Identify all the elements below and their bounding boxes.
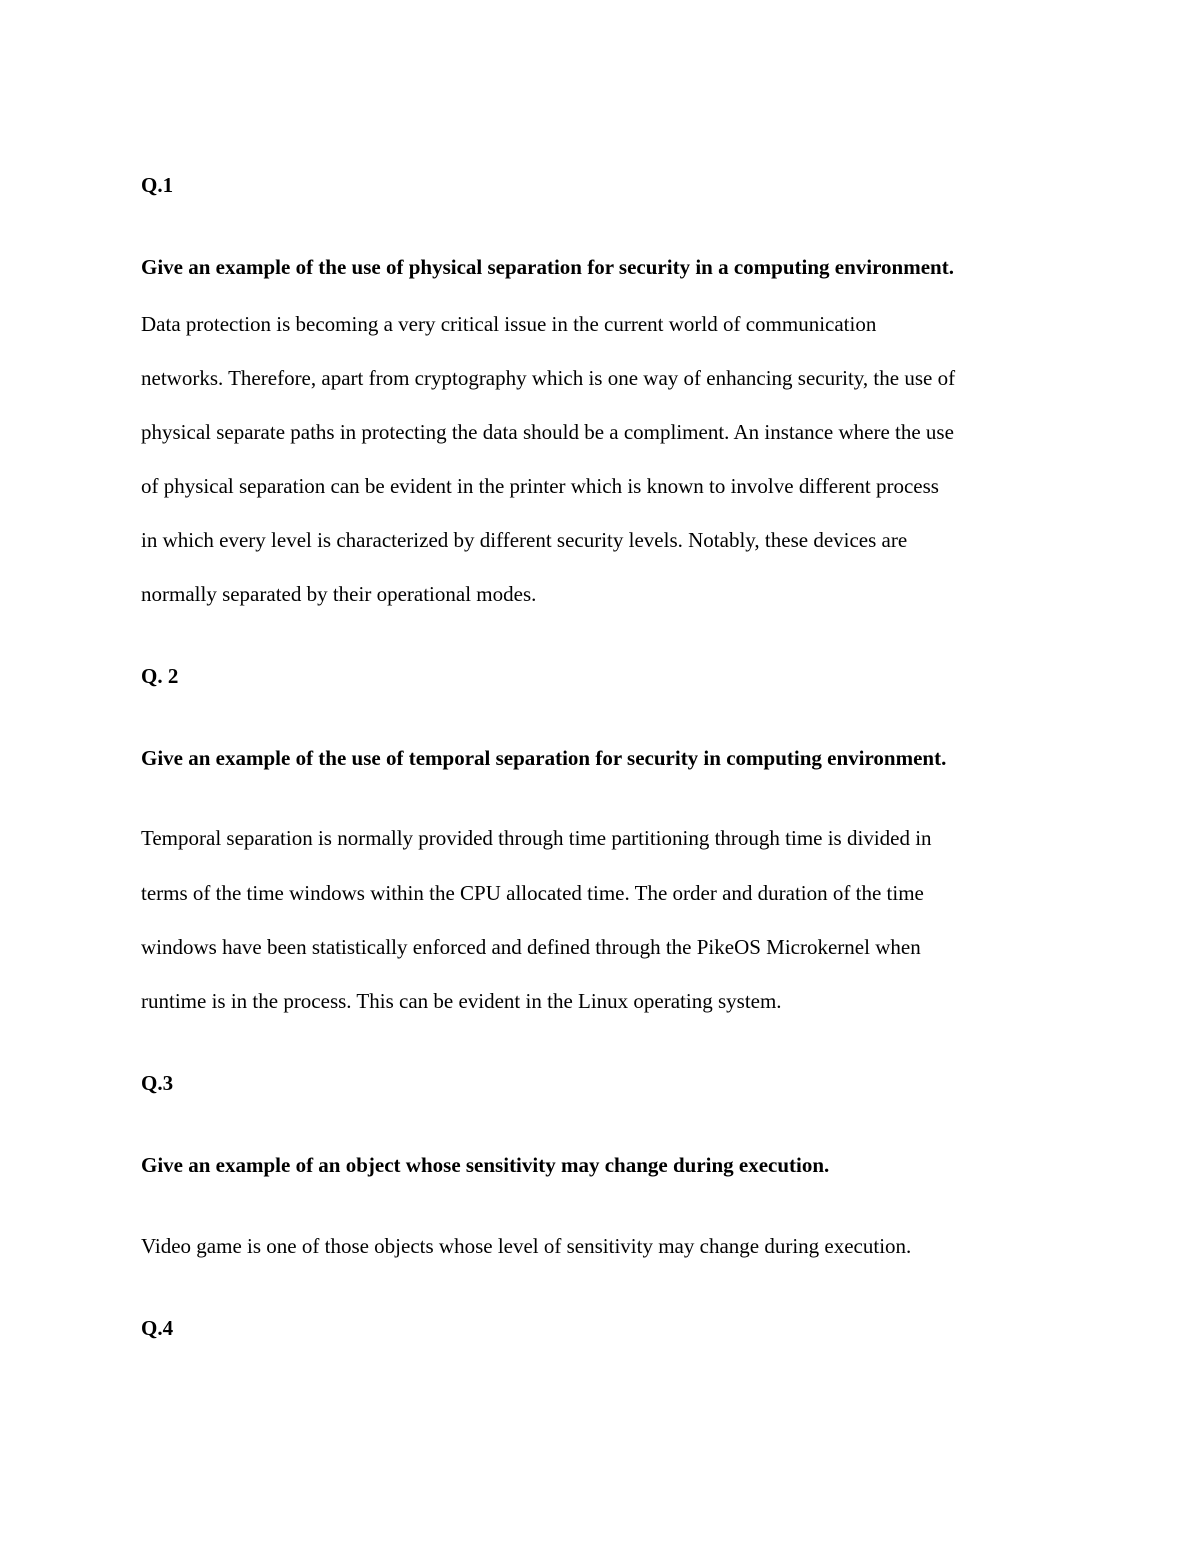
section-2-answer-line-1: Temporal separation is normally provided through time partitioning through time is divided in: [141, 826, 932, 850]
section-1-question: Give an example of the use of physical separation for security in a computing environment.: [141, 255, 954, 279]
section-1-answer-line-2: networks. Therefore, apart from cryptography which is one way of enhancing security, the use of: [141, 366, 956, 390]
section-3-answer-line-1: Video game is one of those objects whose level of sensitivity may change during execution.: [141, 1234, 912, 1258]
section-1-answer-line-4: of physical separation can be evident in the printer which is known to involve different process: [141, 474, 939, 498]
section-2-question: Give an example of the use of temporal separation for security in computing environment.: [141, 746, 947, 770]
section-3-question: Give an example of an object whose sensitivity may change during execution.: [141, 1153, 830, 1177]
section-1-answer-line-1: Data protection is becoming a very critical issue in the current world of communication: [141, 312, 877, 336]
section-1-answer-line-6: normally separated by their operational modes.: [141, 582, 537, 606]
section-1-answer-line-5: in which every level is characterized by different security levels. Notably, these devices are: [141, 528, 908, 552]
section-2-label: Q. 2: [141, 664, 179, 688]
section-2-answer-line-2: terms of the time windows within the CPU allocated time. The order and duration of the time: [141, 881, 924, 905]
section-2-answer-line-4: runtime is in the process. This can be evident in the Linux operating system.: [141, 989, 782, 1013]
section-4-label: Q.4: [141, 1316, 174, 1340]
section-1-answer-line-3: physical separate paths in protecting the data should be a compliment. An instance where the use: [141, 420, 954, 444]
section-2-answer-line-3: windows have been statistically enforced and defined through the PikeOS Microkernel when: [141, 935, 921, 959]
section-3-label: Q.3: [141, 1071, 174, 1095]
section-1-label: Q.1: [141, 173, 174, 197]
